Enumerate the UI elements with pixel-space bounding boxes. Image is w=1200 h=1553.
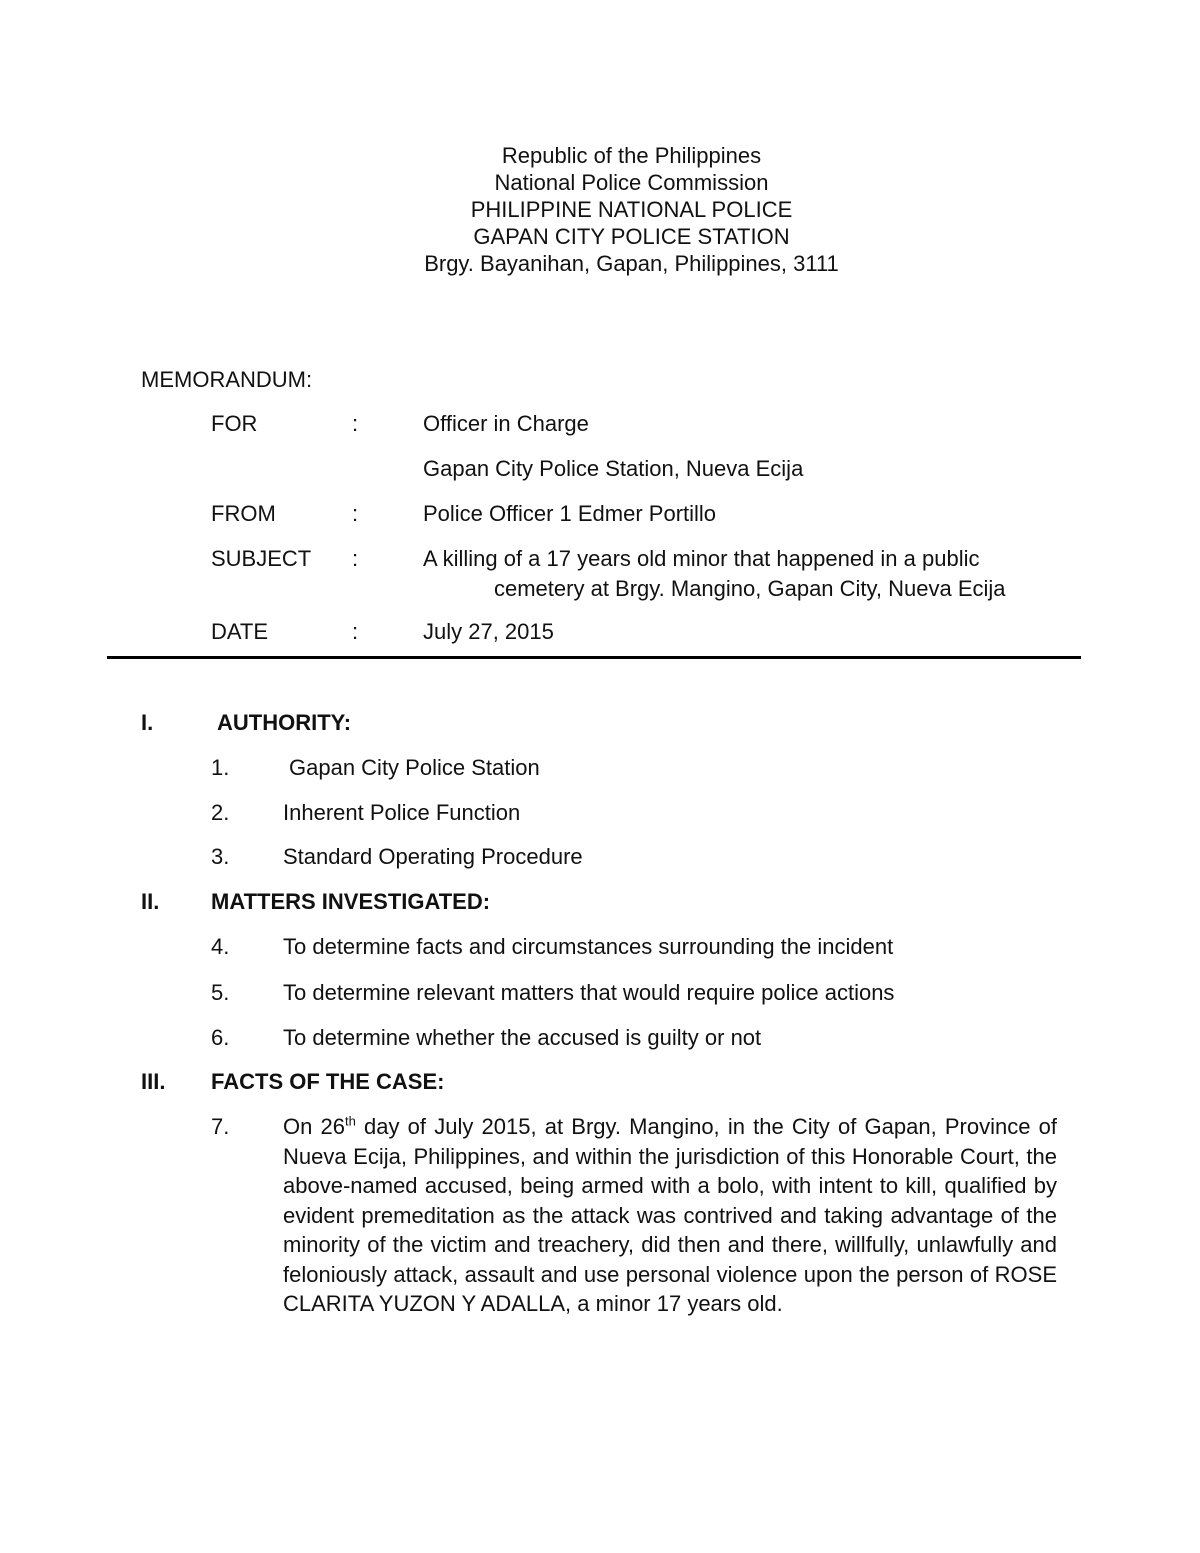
header-pnp: PHILIPPINE NATIONAL POLICE	[470, 197, 793, 222]
memo-from-label: FROM	[211, 501, 276, 526]
list-item-text: To determine whether the accused is guilty or not	[283, 1025, 762, 1050]
list-item-number: 1.	[211, 755, 230, 780]
list-item-number: 2.	[211, 800, 230, 825]
facts-text-start: On 26	[283, 1114, 345, 1139]
header-address: Brgy. Bayanihan, Gapan, Philippines, 3111	[424, 251, 839, 276]
section-1-numeral: I.	[141, 710, 154, 735]
memo-for-label: FOR	[211, 411, 258, 436]
section-2-title: MATTERS INVESTIGATED:	[211, 889, 491, 914]
memo-for-value-2: Gapan City Police Station, Nueva Ecija	[423, 456, 804, 481]
memo-subject-label: SUBJECT	[211, 546, 312, 571]
list-item-text: To determine facts and circumstances surrounding the incident	[283, 934, 894, 959]
list-item-text: Standard Operating Procedure	[283, 844, 583, 869]
section-3-title: FACTS OF THE CASE:	[211, 1069, 445, 1094]
list-item-number: 6.	[211, 1025, 230, 1050]
memo-from-value: Police Officer 1 Edmer Portillo	[423, 501, 717, 526]
facts-paragraph	[283, 1112, 1057, 1319]
header-divider	[107, 656, 1081, 659]
memo-subject-value-2: cemetery at Brgy. Mangino, Gapan City, Nueva Ecija	[494, 576, 1006, 601]
list-item-text: Gapan City Police Station	[289, 755, 540, 780]
list-item-number: 4.	[211, 934, 230, 959]
memo-for-value: Officer in Charge	[423, 411, 589, 436]
memo-date-label: DATE	[211, 619, 269, 644]
list-item-number: 5.	[211, 980, 230, 1005]
section-3-numeral: III.	[141, 1069, 166, 1094]
memo-date-colon: :	[352, 619, 359, 644]
memo-subject-colon: :	[352, 546, 359, 571]
list-item-text: To determine relevant matters that would require police actions	[283, 980, 895, 1005]
memo-title: MEMORANDUM:	[141, 367, 313, 392]
section-2-numeral: II.	[141, 889, 160, 914]
facts-ordinal-suffix: th	[345, 1113, 356, 1129]
list-item-number: 7.	[211, 1114, 230, 1139]
header-commission: National Police Commission	[494, 170, 769, 195]
list-item-number: 3.	[211, 844, 230, 869]
memo-from-colon: :	[352, 501, 359, 526]
memo-for-colon: :	[352, 411, 359, 436]
memo-date-value: July 27, 2015	[423, 619, 554, 644]
section-1-title: AUTHORITY:	[217, 710, 352, 735]
memo-subject-value: A killing of a 17 years old minor that happened in a public	[423, 546, 980, 571]
facts-text-rest: day of July 2015, at Brgy. Mangino, in the City of Gapan, Province of Nueva Ecija, Philippines, and within the jurisdiction of this Honorable Court, the above-named accused, being armed with a bolo, with intent to kill, qualified by evident premeditation as the attack was contrived and taking advantage of the minority of the victim and treachery, did then and there, willfully, unlawfully and feloniously attack, assault and use personal violence upon the person of ROSE CLARITA YUZON Y ADALLA, a minor 17 years old.	[283, 1114, 1057, 1316]
list-item-text: Inherent Police Function	[283, 800, 521, 825]
header-republic: Republic of the Philippines	[501, 143, 762, 168]
header-station: GAPAN CITY POLICE STATION	[473, 224, 790, 249]
